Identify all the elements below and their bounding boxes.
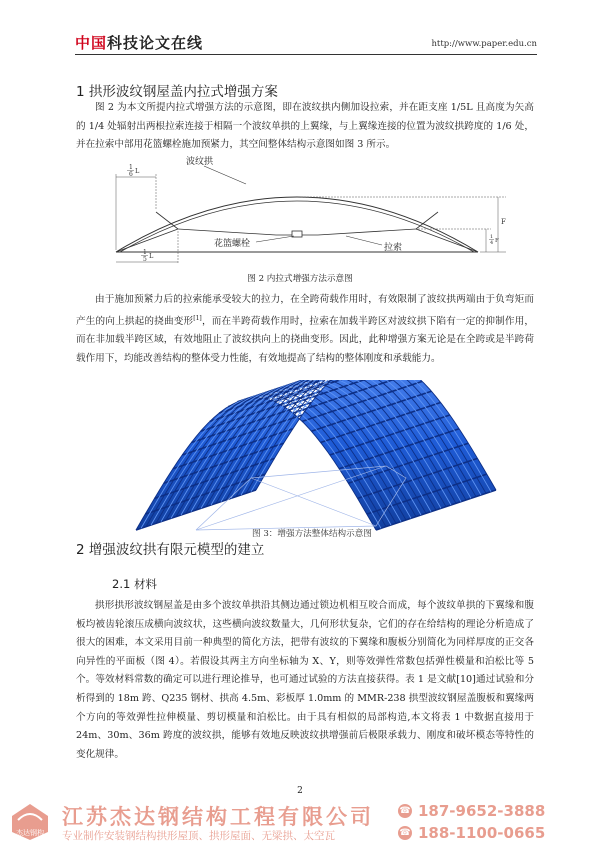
leader-arch	[204, 166, 246, 184]
phone-icon: ☎	[399, 806, 411, 816]
dim-f4-num: 1	[490, 234, 494, 240]
phone-icon: ☎	[399, 828, 411, 838]
logo-red-text: 中国	[75, 34, 108, 52]
section-1-paragraph-1: 图 2 为本文所提内拉式增强方法的示意图，即在波纹拱内侧加设拉索，并在距支座 1/5L 且高度为矢高的 1/4 处辐射出两根拉索连接于相隔一个波纹单拱的上翼缘，与上翼缘连接的位置为波纹拱跨度的 1/6 处，并在拉索中部用花篮螺栓施加预紧力，其空间整体结构示意图如图 3 所示。	[76, 102, 534, 151]
arch-inner	[120, 201, 474, 252]
label-turnbuckle: 花篮螺栓	[214, 239, 251, 249]
dim-top-num: 1	[129, 164, 133, 171]
figure-3-caption: 图 3：增强方法整体结构示意图	[252, 529, 372, 539]
dim-f-label: F	[501, 218, 506, 226]
section-1-heading: 1 拱形波纹钢屋盖内拉式增强方案	[76, 84, 278, 100]
figure-2-diagram	[96, 152, 516, 267]
section-1-paragraph-2: 由于施加预紧力后的拉索能承受较大的拉力，在全跨荷载作用时，有效限制了波纹拱两端由于负弯矩而产生的向上拱起的挠曲变形[1]，而在半跨荷载作用时，拉索在加载半跨区对波纹拱下陷有一定的抑制作用，而在非加载半跨区域，有效地阻止了波纹拱向上的挠曲变形。因此，此种增强方案无论是在全跨或是半跨荷载作用下，均能改善结构的整体受力性能，有效地提高了结构的整体刚度和承载能力。	[76, 294, 535, 364]
cable-left-upper	[156, 212, 178, 229]
dim-f4-var: F	[495, 238, 499, 244]
section-2-1-heading: 2.1 材料	[112, 577, 157, 591]
label-cable: 拉索	[384, 243, 403, 253]
phone-number-1[interactable]: 187-9652-3888	[418, 802, 546, 820]
header-url[interactable]: http://www.paper.edu.cn	[431, 39, 537, 49]
dim-top-var: L	[135, 167, 140, 175]
label-arch: 波纹拱	[186, 157, 214, 167]
company-banner	[0, 796, 600, 848]
arch-outer	[116, 197, 478, 252]
dim-bot-var: L	[149, 252, 154, 260]
logo-black-text: 科技论文在线	[107, 34, 204, 52]
citation-ref[interactable]: [1]	[193, 314, 202, 322]
cable-right-lower	[416, 229, 478, 252]
section-2-paragraph: 拱形拱形波纹钢屋盖是由多个波纹单拱沿其侧边通过锁边机相互咬合而成，每个波纹单拱的下翼缘和腹板均被齿轮滚压成横向波纹状，这些横向波纹数量大，几何形状复杂，它们的存在给结构的理论分析造成了很大的困难，本文采用目前一种典型的简化方法，把带有波纹的下翼缘和腹板分别简化为同样厚度的正交各向异性的平面板（图 4）。若假设其两主方向坐标轴为 X、Y，则等效弹性常数包括弹性模量和泊松比等 5 个。等效材料常数的确定可以进行理论推导，也可通过试验的方法直接获得。表 1 是文献[10]通过试验和分析得到的 18m 跨、Q235 钢材、拱高 4.5m、彩板厚 1.0mm 的 MMR-238 拱型波纹钢屋盖腹板和翼缘两个方向的等效弹性拉伸模量、剪切模量和泊松比。由于具有相似的局部构造,本文将表 1 中数据直接用于 24m、30m、36m 跨度的波纹拱，能够有效地反映波纹拱增强前后极限承载力、刚度和破坏模态等特性的变化规律。	[76, 600, 534, 760]
page-header	[75, 30, 537, 58]
cable-left-lower	[116, 229, 178, 252]
leader-cable	[346, 236, 382, 245]
corrugated-arch-model	[136, 380, 496, 530]
phone-number-2[interactable]: 188-1100-0665	[418, 824, 546, 842]
header-rule	[75, 54, 537, 55]
company-badge-icon	[8, 802, 52, 842]
dim-top-den: 6	[129, 171, 133, 178]
dim-bot-num: 1	[143, 249, 147, 256]
section-2-heading: 2 增强波纹拱有限元模型的建立	[76, 542, 265, 558]
badge-text: 杰达钢构	[16, 829, 44, 837]
figure-2-caption: 图 2 内拉式增强方法示意图	[247, 274, 353, 284]
figure-3-render	[76, 380, 534, 535]
cable-right-upper	[416, 212, 438, 229]
company-name: 江苏杰达钢结构工程有限公司	[62, 805, 374, 829]
page-number: 2	[297, 786, 303, 796]
dim-bot-den: 5	[143, 256, 147, 263]
company-slogan: 专业制作安装钢结构拱形屋顶、拱形屋面、无梁拱、太空瓦	[62, 830, 335, 842]
journal-logo	[75, 32, 203, 53]
dim-f4-den: 4	[490, 240, 494, 246]
leader-turnbuckle	[256, 236, 294, 242]
